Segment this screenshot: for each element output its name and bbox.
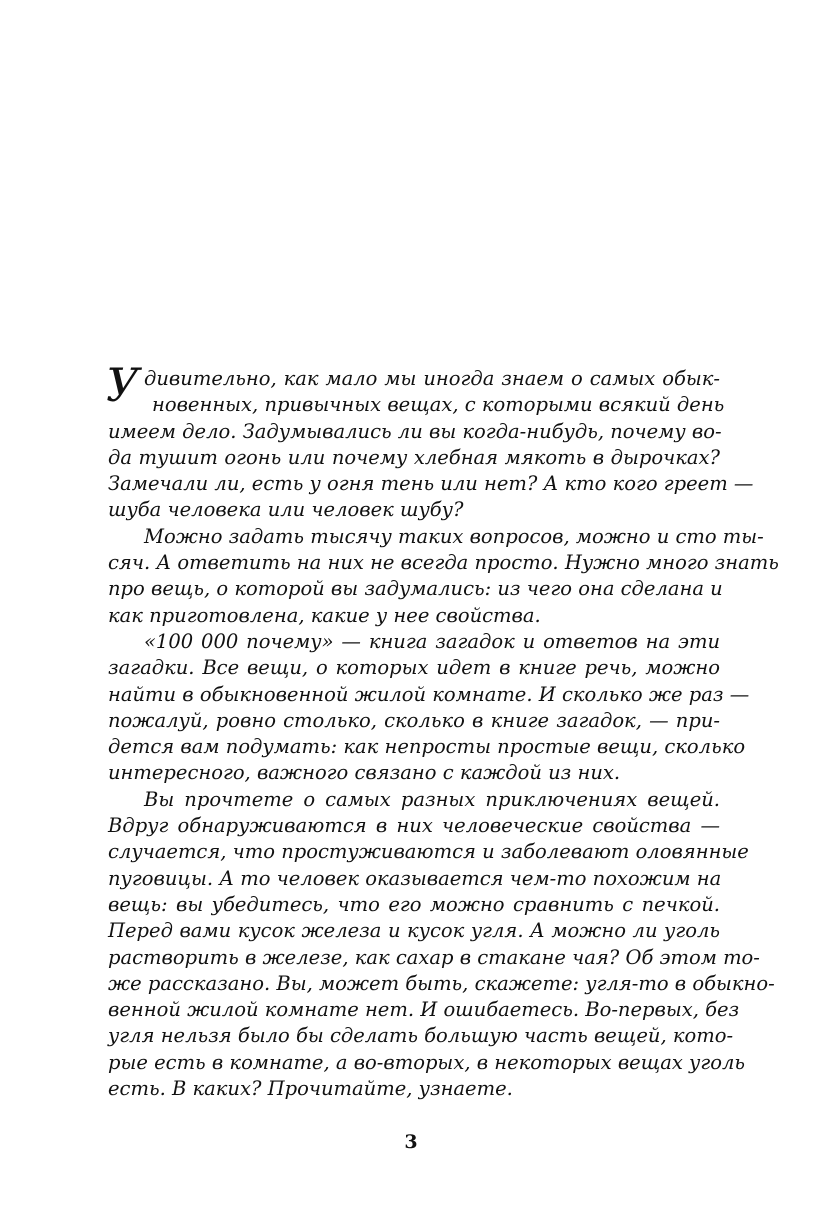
text-line: загадки. Все вещи, о которых идет в книге речь, можно [108, 656, 720, 680]
text-line: угля нельзя было бы сделать большую часть вещей, кото- [108, 1024, 734, 1048]
text-line: венной жилой комнате нет. И ошибаетесь. Во-первых, без [108, 998, 740, 1022]
text-line: шуба человека или человек шубу? [108, 498, 464, 522]
text-line: растворить в железе, как сахар в стакане чая? Об этом то- [108, 945, 760, 969]
text-line: рые есть в комнате, а во-вторых, в некоторых вещах уголь [108, 1050, 745, 1074]
text-line: про вещь, о которой вы задумались: из чего она сделана и [108, 577, 723, 601]
text-line: вещь: вы убедитесь, что его можно сравнить с печкой. [108, 892, 720, 916]
paragraph-1 [108, 366, 754, 524]
text-line: «100 000 почему» — книга загадок и ответов на эти [144, 629, 720, 653]
text-line: имеем дело. Задумывались ли вы когда-нибудь, почему во- [108, 419, 722, 443]
text-line: пуговицы. А то человек оказывается чем-то похожим на [108, 866, 722, 890]
page-number: 3 [404, 1131, 418, 1153]
paragraph-2 [108, 524, 779, 629]
paragraph-4 [108, 787, 775, 1103]
text-line: Замечали ли, есть у огня тень или нет? А кто кого греет — [108, 472, 754, 496]
text-line: да тушит огонь или почему хлебная мякоть в дырочках? [108, 445, 720, 469]
text-line: есть. В каких? Прочитайте, узнаете. [108, 1077, 513, 1101]
text-line: как приготовлена, какие у нее свойства. [108, 603, 541, 627]
text-line: случается, что простуживаются и заболевают оловянные [108, 840, 749, 864]
text-line: сяч. А ответить на них не всегда просто. Нужно много знать [108, 551, 779, 575]
text-line: Перед вами кусок железа и кусок угля. А можно ли уголь [108, 919, 720, 943]
text-line: Вдруг обнаруживаются в них человеческие свойства — [108, 814, 720, 838]
paragraph-3 [108, 629, 750, 787]
drop-cap-letter: У [106, 358, 140, 412]
text-line: дивительно, как мало мы иногда знаем о самых обык- [144, 367, 720, 390]
text-line: новенных, привычных вещах, с которыми всякий день [152, 393, 725, 417]
text-line: пожалуй, ровно столько, сколько в книге загадок, — при- [108, 708, 720, 732]
text-line: дется вам подумать: как непросты простые вещи, сколько [108, 735, 746, 759]
text-line: Вы прочтете о самых разных приключениях вещей. [144, 787, 720, 811]
text-line: интересного, важного связано с каждой из них. [108, 761, 621, 785]
body-text [106, 358, 779, 1102]
text-line: же рассказано. Вы, может быть, скажете: угля-то в обыкно- [108, 971, 775, 995]
text-line: найти в обыкновенной жилой комнате. И сколько же раз — [108, 682, 750, 706]
text-line: Можно задать тысячу таких вопросов, можно и сто ты- [144, 524, 764, 548]
